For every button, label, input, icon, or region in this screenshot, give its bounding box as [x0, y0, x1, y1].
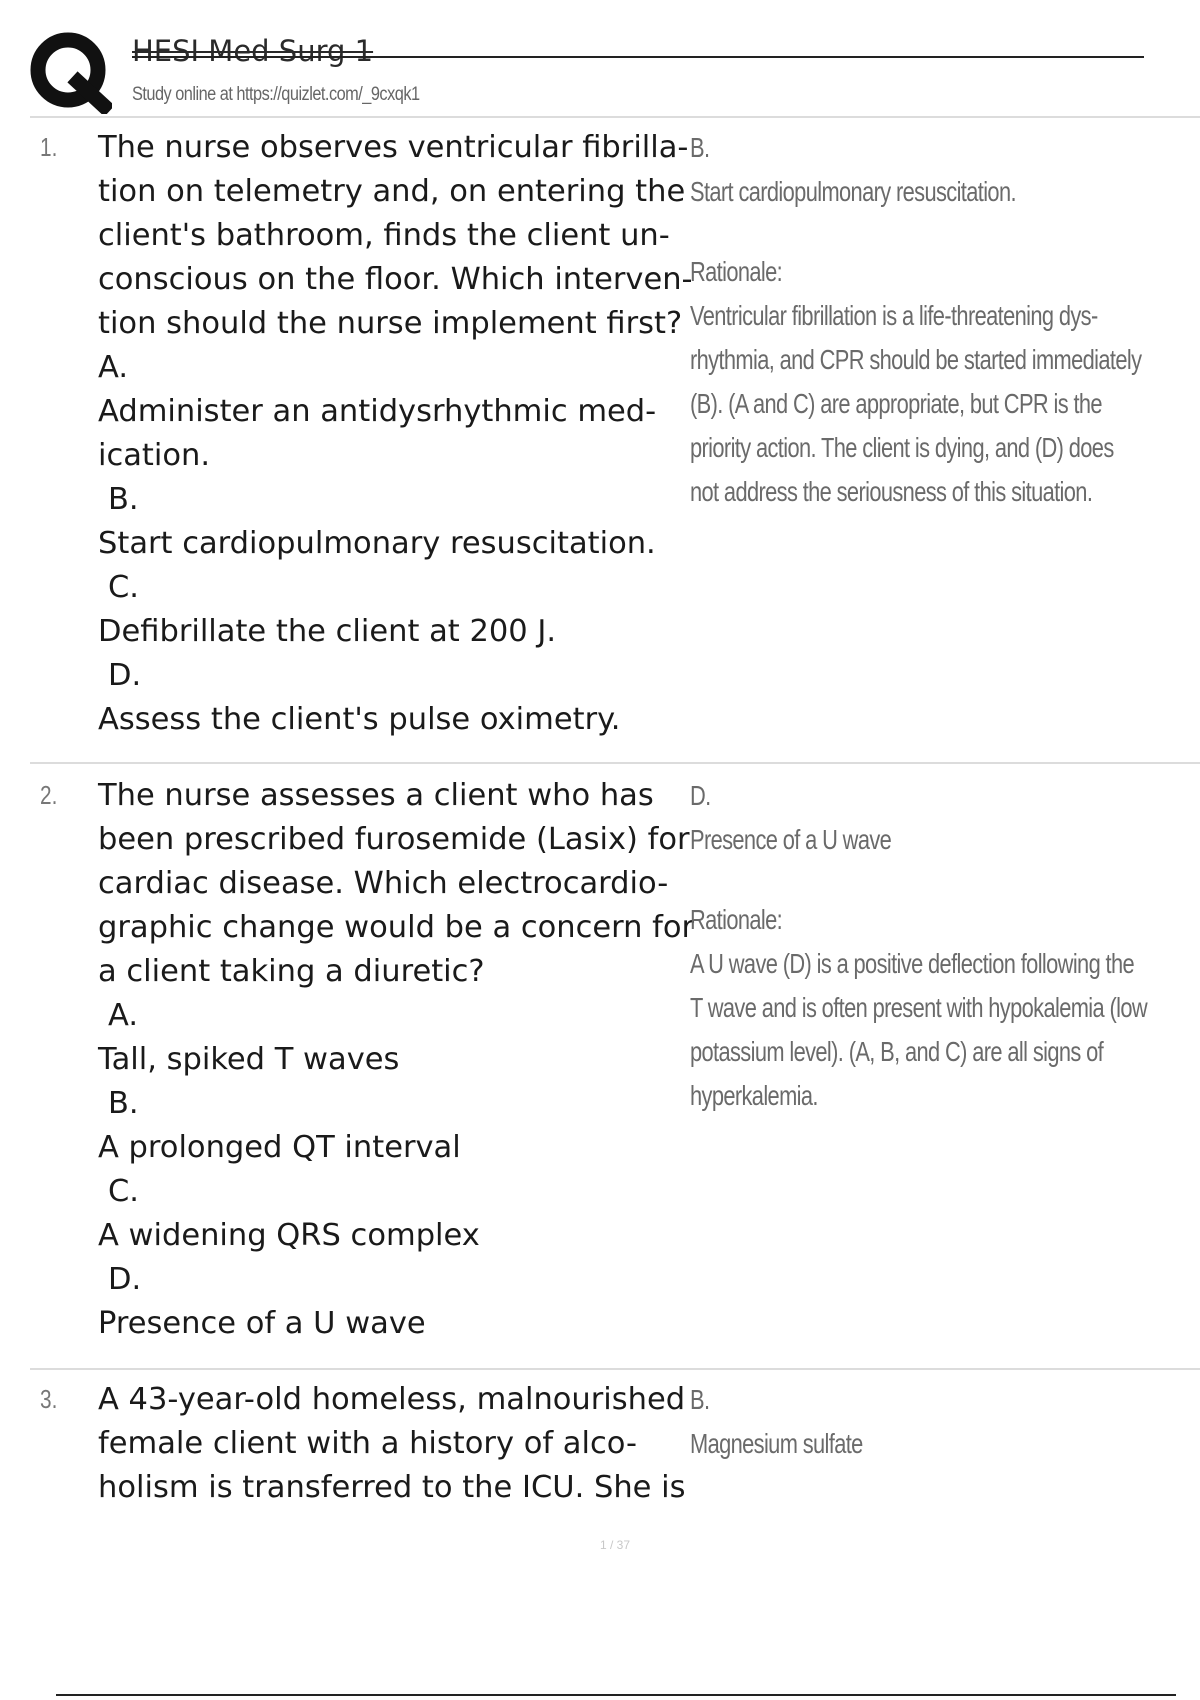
option-letter: B.: [108, 482, 139, 517]
question-line: A 43-year-old homeless, malnourished: [98, 1382, 686, 1417]
answer-block: [690, 774, 1148, 1118]
question-line: a client taking a diuretic?: [98, 954, 485, 989]
answer-letter: B.: [690, 1384, 710, 1415]
option-letter: D.: [108, 1262, 142, 1297]
question-line: tion on telemetry and, on entering the: [98, 174, 686, 209]
option-text: Assess the client's pulse oximetry.: [98, 702, 621, 737]
document-title: HESI Med Surg 1: [132, 34, 374, 68]
answer-text: Start cardiopulmonary resuscitation.: [690, 176, 1016, 207]
question-line: holism is transferred to the ICU. She is: [98, 1470, 686, 1505]
option-text: A prolonged QT interval: [98, 1130, 461, 1165]
rationale-line: T wave and is often present with hypokalemia (low: [690, 992, 1148, 1023]
option-text: Presence of a U wave: [98, 1306, 426, 1341]
rationale-line: priority action. The client is dying, and (D) does: [690, 432, 1114, 463]
question-line: conscious on the floor. Which interven-: [98, 262, 693, 297]
option-letter: D.: [108, 658, 142, 693]
option-text: Defibrillate the client at 200 J.: [98, 614, 557, 649]
answer-text: Presence of a U wave: [690, 824, 892, 855]
question-line: The nurse assesses a client who has: [98, 778, 654, 813]
rationale-label: Rationale:: [690, 256, 783, 287]
option-letter: B.: [108, 1086, 139, 1121]
option-text: ication.: [98, 438, 211, 473]
option-letter: C.: [108, 570, 139, 605]
question-line: The nurse observes ventricular fibrilla-: [98, 130, 689, 165]
question-block: [98, 774, 695, 1346]
option-letter: A.: [108, 998, 139, 1033]
page-number: 1 / 37: [600, 1538, 631, 1552]
question-line: been prescribed furosemide (Lasix) for: [98, 822, 690, 857]
footer-rule: [56, 1694, 1176, 1696]
rationale-line: hyperkalemia.: [690, 1080, 818, 1111]
question-line: client's bathroom, finds the client un-: [98, 218, 670, 253]
question-line: tion should the nurse implement first?: [98, 306, 683, 341]
title-rule: [132, 56, 1144, 58]
rationale-line: (B). (A and C) are appropriate, but CPR is the: [690, 388, 1102, 419]
quizlet-logo-icon: [30, 32, 112, 114]
rationale-line: Ventricular fibrillation is a life-threatening dys-: [690, 300, 1098, 331]
card-divider: [30, 1368, 1200, 1370]
document-header: [0, 0, 1200, 120]
answer-text: Magnesium sulfate: [690, 1428, 863, 1459]
answer-letter: B.: [690, 132, 710, 163]
rationale-line: A U wave (D) is a positive deflection following the: [690, 948, 1135, 979]
question-line: graphic change would be a concern for: [98, 910, 695, 945]
option-text: Administer an antidysrhythmic med-: [98, 394, 657, 429]
card-number: 1.: [40, 132, 58, 162]
rationale-line: rhythmia, and CPR should be started immediately: [690, 344, 1142, 375]
header-divider: [30, 116, 1200, 118]
option-letter: A.: [98, 350, 129, 385]
rationale-line: potassium level). (A, B, and C) are all signs of: [690, 1036, 1104, 1067]
option-text: Start cardiopulmonary resuscitation.: [98, 526, 656, 561]
card-number: 3.: [40, 1384, 58, 1414]
question-line: female client with a history of alco-: [98, 1426, 637, 1461]
option-letter: C.: [108, 1174, 139, 1209]
rationale-label: Rationale:: [690, 904, 783, 935]
answer-block: [690, 1378, 1096, 1466]
question-line: cardiac disease. Which electrocardio-: [98, 866, 669, 901]
card-divider: [30, 762, 1200, 764]
rationale-line: not address the seriousness of this situation.: [690, 476, 1093, 507]
answer-letter: D.: [690, 780, 711, 811]
answer-block: [690, 126, 1142, 514]
study-online-link[interactable]: Study online at https://quizlet.com/_9cxqk1: [132, 84, 420, 105]
option-text: A widening QRS complex: [98, 1218, 480, 1253]
question-block: [98, 126, 693, 742]
question-block: [98, 1378, 686, 1510]
card-number: 2.: [40, 780, 58, 810]
option-text: Tall, spiked T waves: [98, 1042, 400, 1077]
